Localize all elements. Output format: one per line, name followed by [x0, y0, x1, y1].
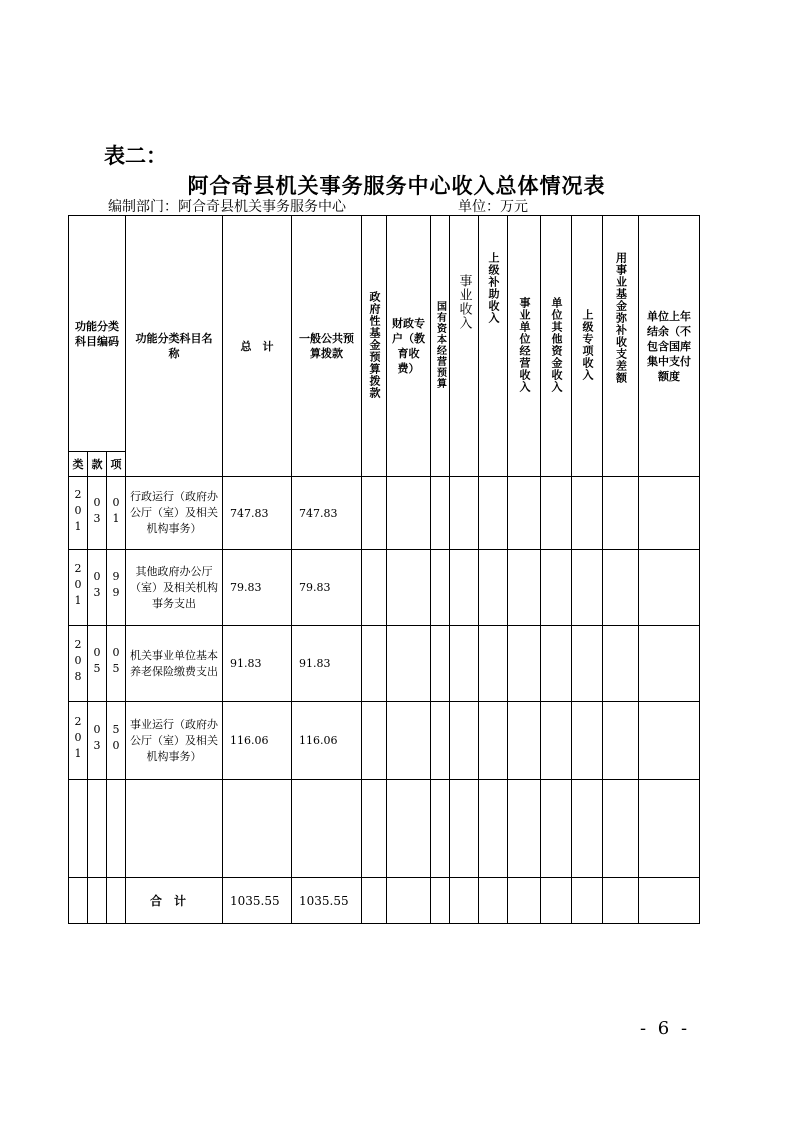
code-item: 01	[107, 477, 126, 550]
row-total: 79.83	[223, 550, 292, 626]
sum-general: 1035.55	[292, 878, 362, 924]
unit-label: 单位：万元	[458, 199, 528, 215]
header-upper-special: 上级专项收入	[572, 216, 603, 477]
row-total: 91.83	[223, 626, 292, 702]
row-name: 其他政府办公厅（室）及相关机构事务支出	[126, 550, 223, 626]
header-gov-fund: 政府性基金预算拨款	[362, 216, 387, 477]
code-class: 201	[69, 550, 88, 626]
code-section: 03	[88, 477, 107, 550]
row-name: 行政运行（政府办公厅（室）及相关机构事务）	[126, 477, 223, 550]
code-item: 05	[107, 626, 126, 702]
header-name: 功能分类科目名称	[126, 216, 223, 477]
table-row	[69, 626, 700, 702]
department-label: 编制部门：阿合奇县机关事务服务中心	[108, 199, 346, 215]
subheader-class: 类	[69, 452, 88, 477]
row-general: 79.83	[292, 550, 362, 626]
code-class: 208	[69, 626, 88, 702]
page-number: - 6 -	[640, 1018, 691, 1039]
code-item: 50	[107, 702, 126, 780]
header-general: 一般公共预算拨款	[292, 216, 362, 477]
header-fund-balance: 用事业基金弥补收支差额	[603, 216, 639, 477]
header-business-income: 事业收入	[450, 216, 479, 477]
row-general: 747.83	[292, 477, 362, 550]
page-title: 阿合奇县机关事务服务中心收入总体情况表	[187, 173, 606, 198]
row-total: 116.06	[223, 702, 292, 780]
header-state-capital: 国有资本经营预算	[431, 216, 450, 477]
sum-label: 合计	[126, 878, 223, 924]
row-general: 91.83	[292, 626, 362, 702]
code-section: 05	[88, 626, 107, 702]
header-row	[69, 216, 700, 452]
header-unit-operation: 事业单位经营收入	[508, 216, 541, 477]
table-row	[69, 550, 700, 626]
header-code: 功能分类科目编码	[69, 216, 126, 452]
header-fiscal-special: 财政专户（教育收费）	[387, 216, 431, 477]
table-row	[69, 702, 700, 780]
header-upper-subsidy: 上级补助收入	[479, 216, 508, 477]
code-class: 201	[69, 477, 88, 550]
row-name: 事业运行（政府办公厅（室）及相关机构事务）	[126, 702, 223, 780]
table-label: 表二：	[104, 143, 167, 168]
header-total: 总 计	[223, 216, 292, 477]
subheader-item: 项	[107, 452, 126, 477]
code-section: 03	[88, 550, 107, 626]
header-carryover: 单位上年结余（不包含国库集中支付额度	[639, 216, 700, 477]
header-other-fund: 单位其他资金收入	[541, 216, 572, 477]
empty-row	[69, 780, 700, 878]
sum-row	[69, 878, 700, 924]
row-general: 116.06	[292, 702, 362, 780]
table-row	[69, 477, 700, 550]
income-table	[68, 215, 700, 924]
code-item: 99	[107, 550, 126, 626]
code-class: 201	[69, 702, 88, 780]
sum-total: 1035.55	[223, 878, 292, 924]
row-total: 747.83	[223, 477, 292, 550]
row-name: 机关事业单位基本养老保险缴费支出	[126, 626, 223, 702]
subheader-section: 款	[88, 452, 107, 477]
code-section: 03	[88, 702, 107, 780]
